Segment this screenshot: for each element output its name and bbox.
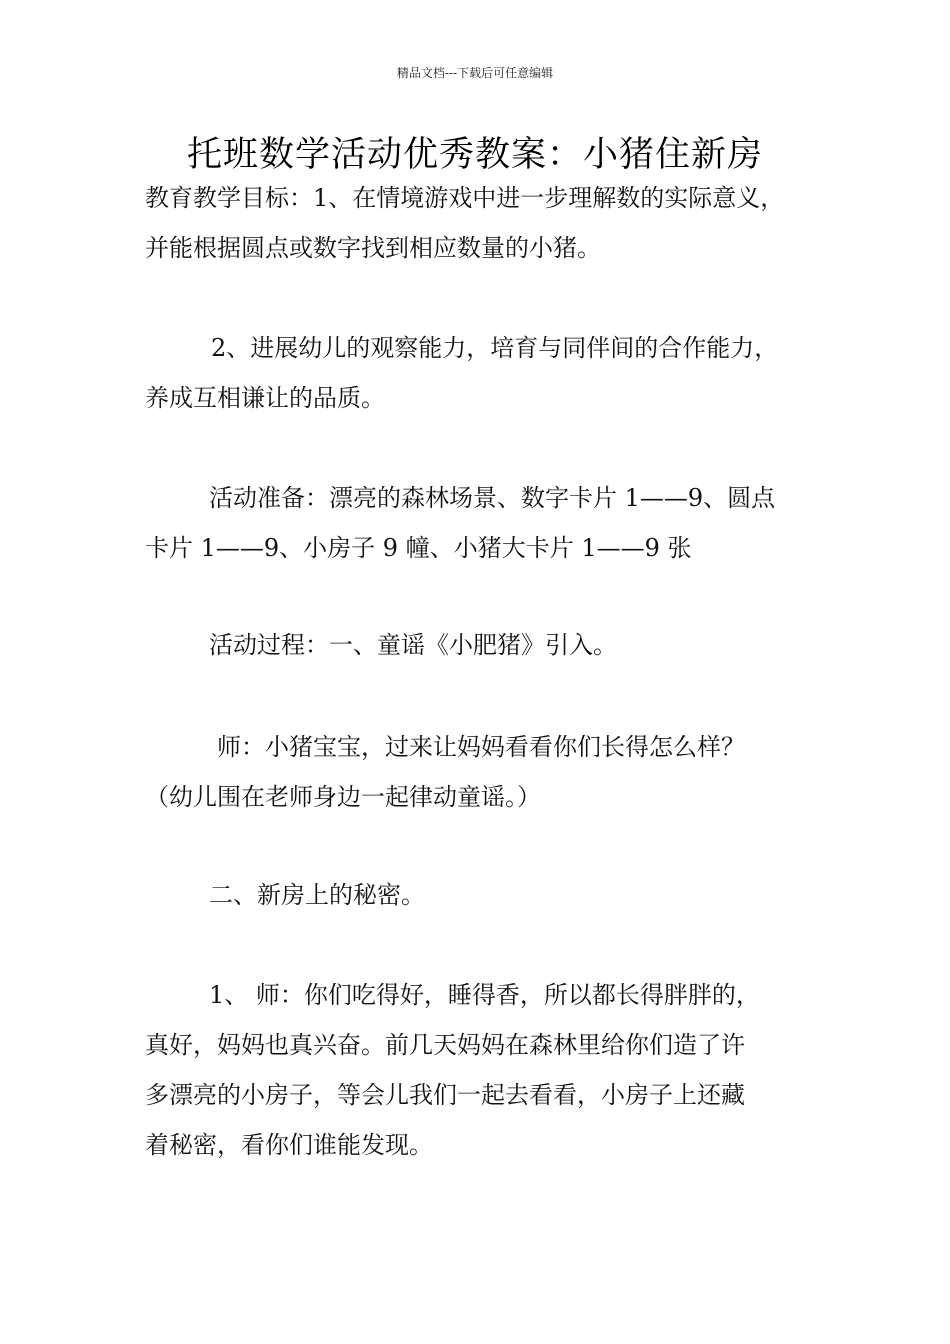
- text-line: 活动准备：漂亮的森林场景、数字卡片 1——9、圆点: [209, 484, 776, 512]
- paragraph-objective-2: [145, 323, 825, 423]
- page-header-note: 精品文档---下载后可任意编辑: [396, 66, 554, 80]
- text-line: 1、 师：你们吃得好，睡得香，所以都长得胖胖的，: [209, 981, 760, 1009]
- paragraph-objective-1: [145, 173, 825, 273]
- paragraph-preparation: [145, 473, 825, 573]
- paragraph-process-intro: [145, 620, 825, 670]
- text-line: 养成互相谦让的品质。: [145, 384, 385, 412]
- paragraph-section-two: [145, 870, 825, 920]
- text-line: 二、新房上的秘密。: [209, 881, 425, 909]
- text-line: 师：小猪宝宝，过来让妈妈看看你们长得怎么样？: [217, 733, 745, 761]
- text-line: 卡片 1——9、小房子 9 幢、小猪大卡片 1——9 张: [145, 534, 692, 562]
- text-line: （幼儿围在老师身边一起律动童谣。）: [145, 783, 541, 811]
- text-line: 着秘密，看你们谁能发现。: [145, 1131, 433, 1159]
- text-line: 教育教学目标：1、在情境游戏中进一步理解数的实际意义，: [145, 184, 785, 212]
- text-line: 并能根据圆点或数字找到相应数量的小猪。: [145, 234, 601, 262]
- text-line: 2、进展幼儿的观察能力，培育与同伴间的合作能力，: [211, 334, 779, 362]
- paragraph-teacher-dialogue: [145, 722, 825, 822]
- text-line: 多漂亮的小房子，等会儿我们一起去看看，小房子上还藏: [145, 1081, 745, 1109]
- text-line: 真好，妈妈也真兴奋。前几天妈妈在森林里给你们造了许: [145, 1031, 745, 1059]
- text-line: 活动过程：一、童谣《小肥猪》引入。: [209, 631, 617, 659]
- paragraph-step-one: [145, 970, 825, 1170]
- document-title: 托班数学活动优秀教案：小猪住新房: [186, 135, 763, 175]
